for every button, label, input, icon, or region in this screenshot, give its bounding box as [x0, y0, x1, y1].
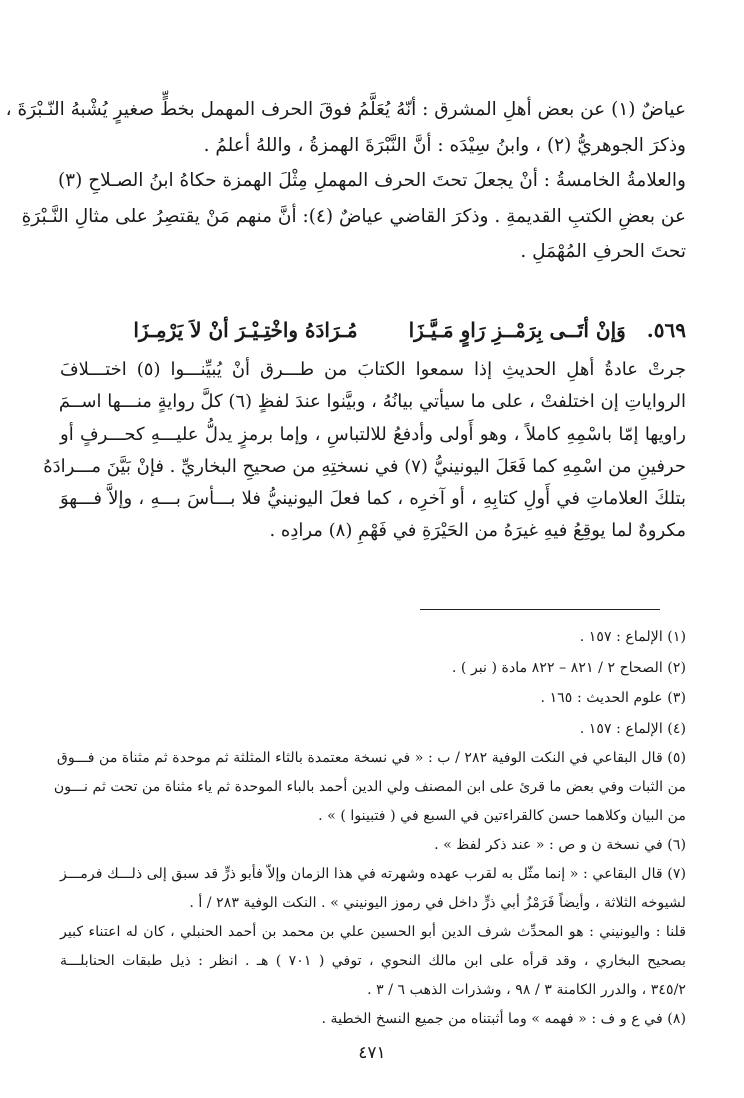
footnote: (٥) قال البقاعي في النكت الوفية ٢٨٢ / ب : « في نسخة معتمدة بالثاء المثلثة ثم موحدة ثم مثناة من فـــوق: [56, 750, 686, 766]
verse-hemistich-second: مُـرَادَهُ واخْتِـيْـرَ أنْ لاَ يَرْمِـزَا: [133, 318, 358, 342]
footnote-continuation: من الثبات وفي بعض ما قرئ على ابن المصنف ولي الدين أحمد بالباء الموحدة ثم ياء مثناة من تحت ثم نـــون: [53, 779, 686, 795]
footnote: (٢) الصحاح ٢ / ٨٢١ – ٨٢٢ مادة ( نبر ) .: [451, 659, 686, 676]
text-line: الرواياتِ إن اختلفتْ ، على ما سيأتي بيانُهُ ، وبيَّنوا عندَ لفظٍ (٦) كلَّ روايةٍ منـــها اســمَ: [58, 391, 686, 413]
footnote: (٦) في نسخة ن و ص : « عند ذكر لفظ » .: [434, 837, 686, 853]
footnote-continuation: قلنا : واليونيني : هو المحدِّث شرف الدين أبو الحسين علي بن محمد بن أحمد الحنبلي ، كان له اعتناء كبير: [60, 924, 686, 940]
text-line: حرفينِ من اسْمِهِ كما فَعَلَ اليونينيُّ (٧) في نسختِهِ من صحيحِ البخاريِّ . فإنْ بَيَّنَ مـــرادَهُ: [43, 455, 686, 477]
footnote: (٧) قال البقاعي : « إنما مثّل به لقرب عهده وشهرته في هذا الزمان وإلاّ فأبو ذرٍّ قد سبق إلى ذلـــك فرمـــز: [60, 866, 686, 882]
verse-hemistich-first: وَإنْ أتَــى بِرَمْــزِ رَاوٍ مَـيَّـزَا: [408, 318, 626, 342]
footnote-continuation: من البيان وكلاهما حسن كالقراءتين في السبع في ( فتبينوا ) » .: [318, 808, 686, 824]
text-line: عن بعضِ الكتبِ القديمةِ . وذكرَ القاضي عياضٌ (٤): أنَّ منهم مَنْ يقتصِرُ على مثالِ النَّـبْرَةِ: [21, 205, 686, 227]
footnote: (٣) علوم الحديث : ١٦٥ .: [540, 690, 686, 706]
footnote-continuation: لشيوخه الثلاثة ، وأيضاً فَرَمْزُ أبي ذرٍّ داخل في رموز اليونيني » . النكت الوفية ٢٨٣ / أ .: [189, 895, 686, 911]
text-line: بتلكَ العلاماتِ في أَولِ كتابِهِ ، أو آخرِه ، كما فعلَ اليونينيُّ فلا بـــأسَ بـــهِ ، وإلاَّ فـــهوَ: [60, 488, 686, 510]
text-line: جرتْ عادةُ أهلِ الحديثِ إذا سمعوا الكتابَ من طـــرق أنْ يُبيِّنـــوا (٥) اختـــلافَ: [60, 359, 686, 380]
text-line: تحتَ الحرفِ المُهْمَلِ .: [520, 241, 686, 262]
text-line: والعلامةُ الخامسةُ : أنْ يجعلَ تحتَ الحرف المهملِ مِثْلَ الهمزة حكاهُ ابنُ الصـلاحِ (٣): [57, 170, 686, 191]
footnote-continuation: بصحيح البخاري ، وقد قرأه على ابن مالك النحوي ، توفي ( ٧٠١ ) هـ . انظر : ذيل طبقات الحنابلـــة: [60, 953, 686, 969]
text-line: راويها إمّا باسْمِهِ كاملاً ، وهو أَولى وأدفعُ للالتباسِ ، وإما برمزٍ يدلُّ عليـــهِ كحـــرفٍ أو: [60, 423, 686, 445]
footnote: (٤) الإلماع : ١٥٧ .: [579, 720, 686, 737]
verse-line: [60, 313, 686, 347]
text-line: وذكرَ الجوهريُّ (٢) ، وابنُ سِيْدَه : أنَّ النَّبْرَةَ الهمزةُ ، واللهُ أعلمُ .: [203, 134, 686, 156]
commentary-text: [43, 354, 686, 548]
footnote: (١) الإلماع : ١٥٧ .: [579, 629, 686, 645]
page-number: ٤٧١: [358, 1043, 386, 1063]
text-line: مكروهٌ لما يوقِعُ فيهِ غيرَهُ من الحَيْرَةِ في فَهْمِ (٨) مرادِه .: [269, 520, 686, 542]
main-text: [5, 92, 686, 270]
text-line: عياضٌ (١) عن بعض أهلِ المشرق : أنّهُ يُعَلَّمُ فوقَ الحرف المهمل بخطٍّ صغيرٍ يُشْبهُ النّـبْرَةَ ،: [5, 99, 686, 120]
footnote-continuation: ٣٤٥/٢ ، والدرر الكامنة ٣ / ٩٨ ، وشذرات الذهب ٦ / ٣ .: [367, 982, 686, 998]
verse-number: ٥٦٩.: [646, 318, 686, 342]
footnote: (٨) في ع و ف : « فهمه » وما أثبتناه من جميع النسخ الخطية .: [321, 1011, 686, 1027]
footnote-separator: [420, 609, 660, 610]
footnotes: [53, 622, 686, 1034]
